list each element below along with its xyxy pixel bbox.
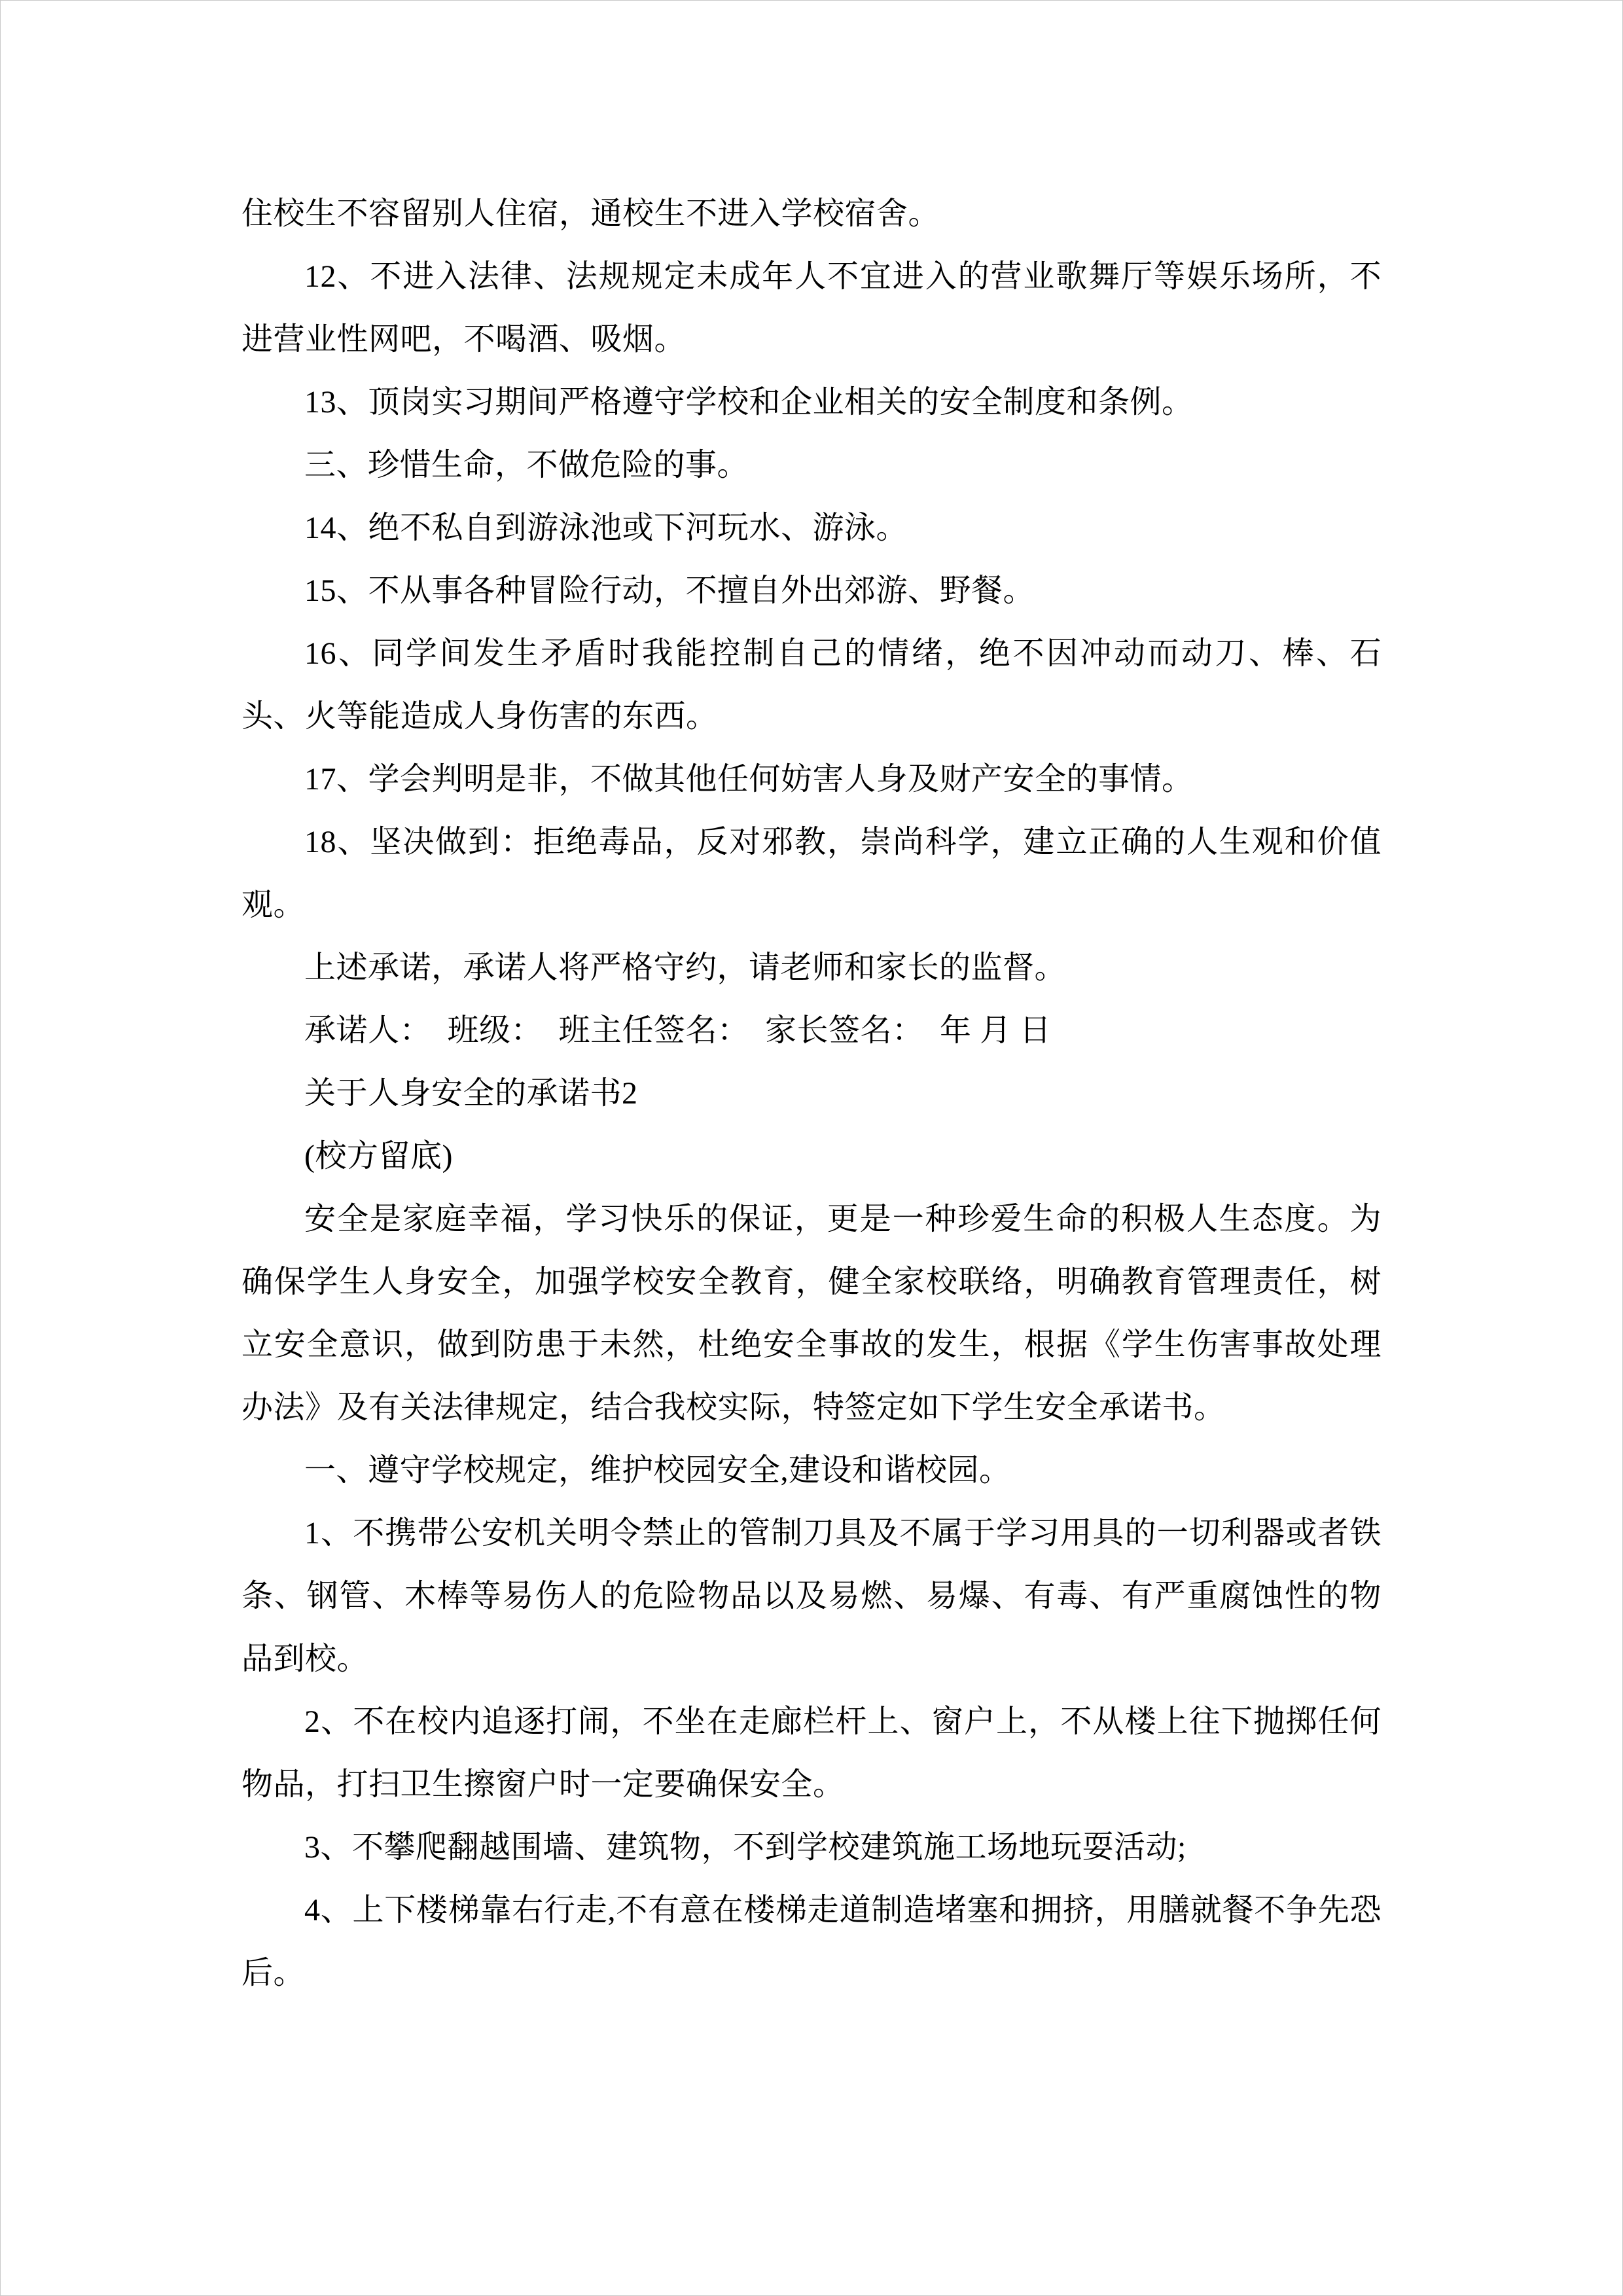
document-body (241, 183, 1382, 2005)
paragraph: 15、不从事各种冒险行动，不擅自外出郊游、野餐。 (304, 573, 1035, 608)
paragraph: 4、上下楼梯靠右行走,不有意在楼梯走道制造堵塞和拥挤，用膳就餐不争先恐后。 (241, 1893, 1382, 1990)
paragraph: 18、坚决做到：拒绝毒品，反对邪教，崇尚科学，建立正确的人生观和价值观。 (241, 825, 1382, 922)
paragraph: 住校生不容留别人住宿，通校生不进入学校宿舍。 (241, 196, 940, 231)
paragraph: 三、珍惜生命，不做危险的事。 (304, 448, 749, 482)
paragraph: 安全是家庭幸福，学习快乐的保证，更是一种珍爱生命的积极人生态度。为确保学生人身安全，加强学校安全教育，健全家校联络，明确教育管理责任，树立安全意识，做到防患于未然，杜绝安全事故的发生，根据《学生伤害事故处理办法》及有关法律规定，结合我校实际，特签定如下学生安全承诺书。 (241, 1202, 1382, 1425)
paragraph: 12、不进入法律、法规规定未成年人不宜进入的营业歌舞厅等娱乐场所，不进营业性网吧，不喝酒、吸烟。 (241, 259, 1382, 357)
section-title: 关于人身安全的承诺书2 (304, 1076, 638, 1111)
paragraph: 13、顶岗实习期间严格遵守学校和企业相关的安全制度和条例。 (304, 385, 1194, 420)
paragraph: 3、不攀爬翻越围墙、建筑物，不到学校建筑施工场地玩耍活动; (304, 1830, 1186, 1865)
signature-line: 承诺人： 班级： 班主任签名： 家长签名： 年 月 日 (304, 1013, 1052, 1048)
paragraph: 16、同学间发生矛盾时我能控制自己的情绪，绝不因冲动而动刀、棒、石头、火等能造成人身伤害的东西。 (241, 636, 1382, 734)
paragraph: 2、不在校内追逐打闹，不坐在走廊栏杆上、窗户上，不从楼上往下抛掷任何物品，打扫卫生擦窗户时一定要确保安全。 (241, 1704, 1382, 1802)
paragraph: 1、不携带公安机关明令禁止的管制刀具及不属于学习用具的一切利器或者铁条、钢管、木棒等易伤人的危险物品以及易燃、易爆、有毒、有严重腐蚀性的物品到校。 (241, 1516, 1382, 1676)
paragraph: 上述承诺，承诺人将严格守约，请老师和家长的监督。 (304, 950, 1067, 985)
paragraph: (校方留底) (304, 1139, 453, 1174)
paragraph: 17、学会判明是非，不做其他任何妨害人身及财产安全的事情。 (304, 762, 1194, 797)
paragraph: 14、绝不私自到游泳池或下河玩水、游泳。 (304, 511, 908, 545)
paragraph: 一、遵守学校规定，维护校园安全,建设和谐校园。 (304, 1453, 1011, 1488)
